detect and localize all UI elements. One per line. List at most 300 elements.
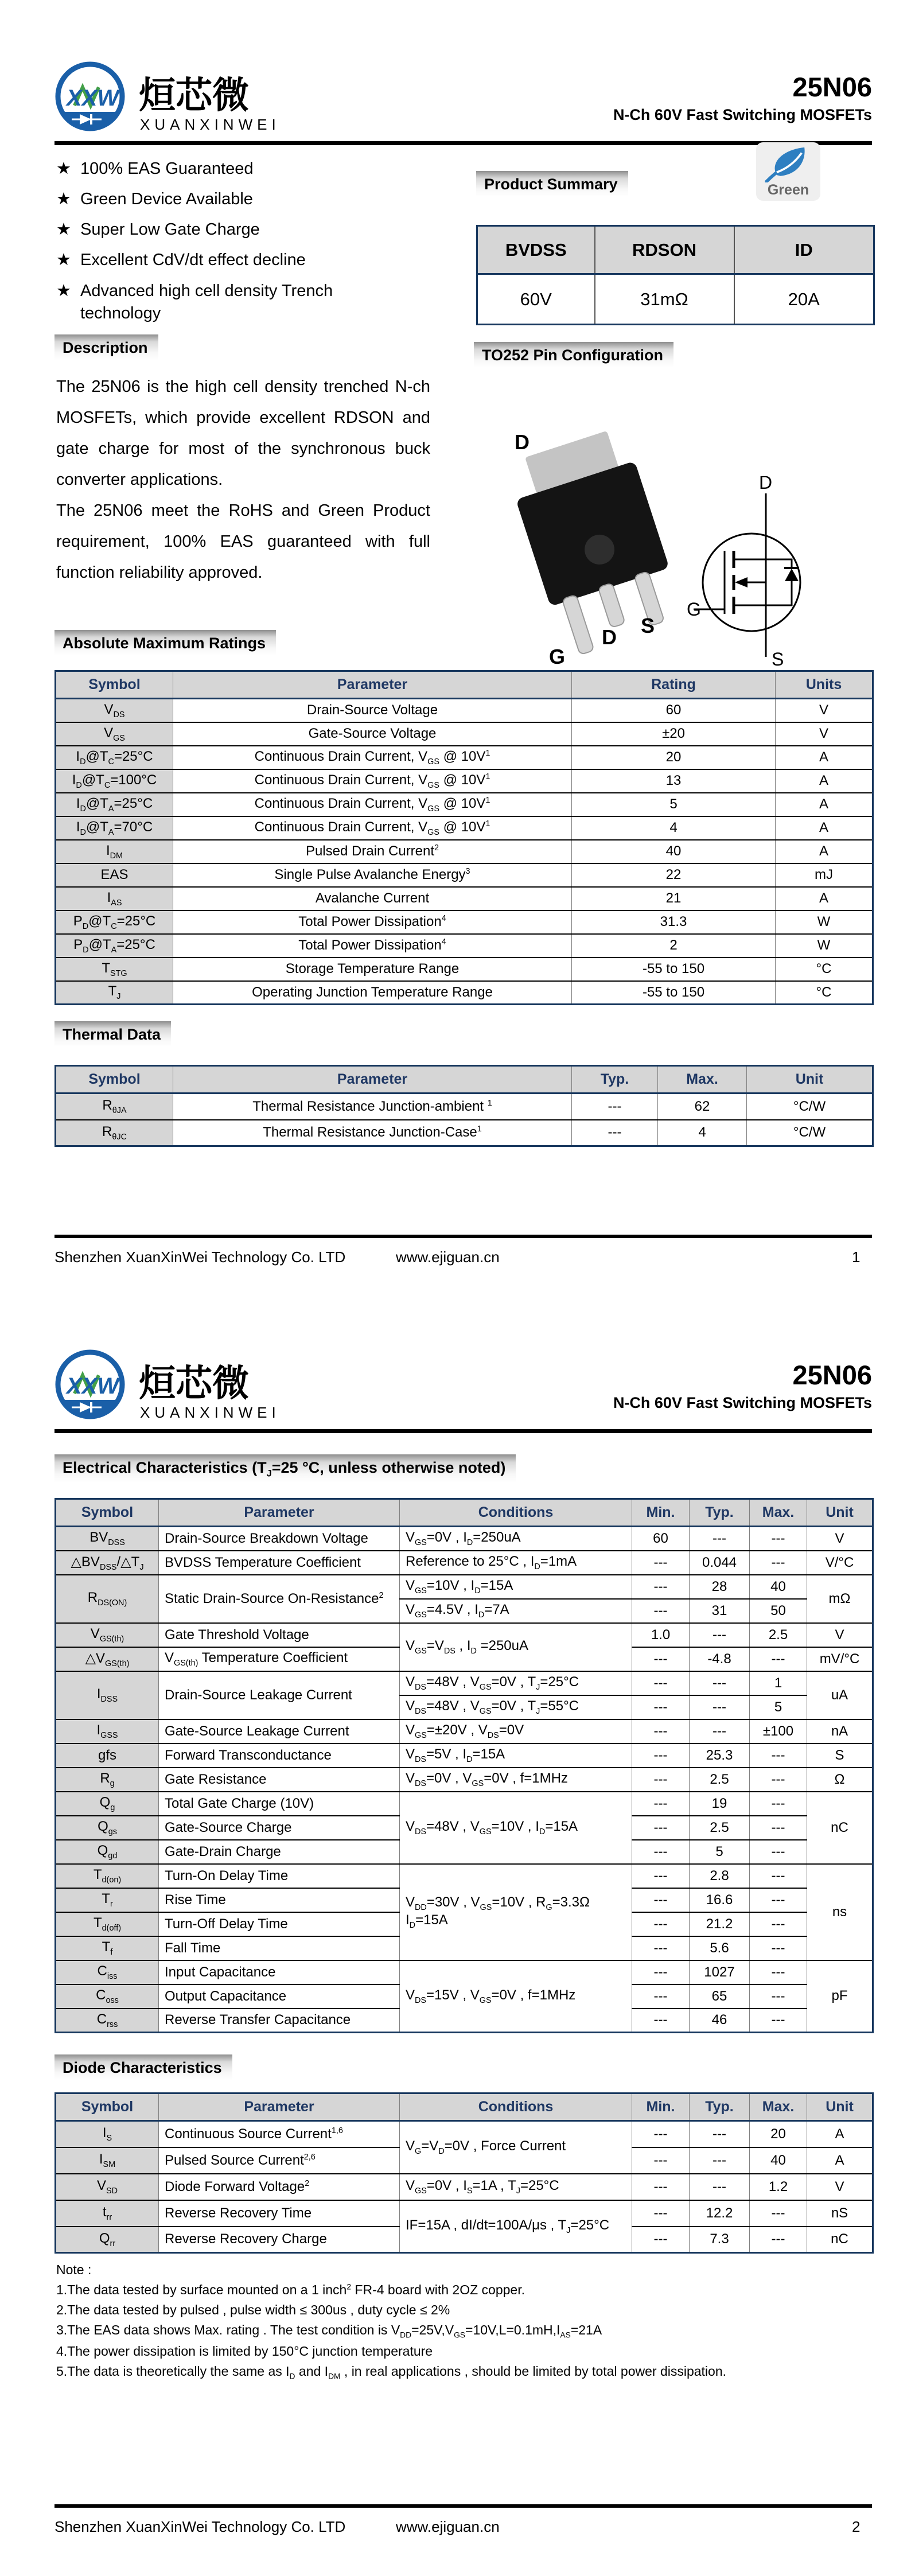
pin-config-title: TO252 Pin Configuration [474, 342, 673, 368]
table-row [56, 1768, 873, 1792]
electrical-characteristics-table [54, 1498, 874, 2033]
cell-rating: 22 [572, 863, 776, 887]
cell-symbol: $T_r$ [56, 1888, 159, 1912]
cell-max: 40 [750, 1575, 807, 1599]
feature-text: Super Low Gate Charge [80, 220, 260, 239]
cell-symbol: $V_{GS(th)}$ [56, 1623, 159, 1647]
cell-parameter: Pulsed Drain Current$^2$ [173, 840, 572, 863]
page-subtitle: N-Ch 60V Fast Switching MOSFETs [613, 1394, 872, 1411]
cell-units: A [776, 816, 873, 840]
cell-min: --- [632, 1792, 690, 1816]
cell-unit: nC [807, 2227, 873, 2253]
note-item: 1.The data tested by surface mounted on a 1 inch$^2$ FR-4 board with 2OZ copper. [56, 2282, 525, 2297]
note-item: 2.The data tested by pulsed , pulse width ≤ 300us , duty cycle ≤ 2% [56, 2302, 450, 2317]
cell-parameter: Total Power Dissipation$^4$ [173, 910, 572, 934]
cell-parameter: Total Power Dissipation$^4$ [173, 934, 572, 958]
cell-min: --- [632, 1647, 690, 1671]
cell-rdson-value: 31mΩ [595, 274, 734, 325]
cell-rating: -55 to 150 [572, 981, 776, 1005]
cell-max: --- [750, 1960, 807, 1984]
list-item [56, 280, 464, 325]
cell-typ: 21.2 [690, 1912, 750, 1936]
cell-min: --- [632, 2121, 690, 2147]
cell-min: --- [632, 1695, 690, 1719]
cell-conditions: $V_{GS}=0V$ , $I_D=250uA$ [400, 1527, 632, 1551]
cell-min: --- [632, 1888, 690, 1912]
logo-chinese-name: 烜芯微 [139, 1363, 249, 1404]
cell-typ: --- [690, 1719, 750, 1744]
col-header-rating: Rating [572, 671, 776, 699]
thermal-data-table [54, 1065, 874, 1147]
col-header-min: Min. [632, 1499, 690, 1527]
feature-text: 100% EAS Guaranteed [80, 159, 254, 178]
cell-symbol: $I_S$ [56, 2121, 159, 2147]
cell-typ: -4.8 [690, 1647, 750, 1671]
table-header-row [477, 226, 874, 274]
table-header-row [56, 1066, 873, 1094]
cell-parameter: Pulsed Source Current$^{2,6}$ [159, 2147, 400, 2174]
cell-max: 5 [750, 1695, 807, 1719]
cell-typ: 31 [690, 1599, 750, 1623]
cell-units: A [776, 840, 873, 863]
col-header-unit: Unit [807, 1499, 873, 1527]
table-row [56, 769, 873, 793]
cell-units: A [776, 769, 873, 793]
cell-symbol: $T_{d(off)}$ [56, 1912, 159, 1936]
cell-conditions: IF=15A , dI/dt=100A/μs , $T_J=25^\circ C$ [400, 2200, 632, 2253]
cell-parameter: Output Capacitance [159, 1984, 400, 2009]
cell-parameter: Continuous Drain Current, $V_{GS}$ @ $10V^1$ [173, 816, 572, 840]
table-row [56, 1623, 873, 1647]
nch-mosfet-symbol-icon [686, 476, 823, 668]
cell-min: --- [632, 2200, 690, 2227]
logo-monogram: XXW [67, 85, 119, 111]
cell-typ: 25.3 [690, 1744, 750, 1768]
cell-parameter: Thermal Resistance Junction-ambient $^1$ [173, 1094, 572, 1120]
cell-typ: 0.044 [690, 1551, 750, 1575]
cell-symbol: $V_{GS}$ [56, 722, 173, 746]
condition-line: $V_{DD}=30V$ , $V_{GS}=10V$ , $R_G=3.3\Omega$ [406, 1894, 590, 1912]
cell-parameter: Thermal Resistance Junction-Case$^1$ [173, 1120, 572, 1146]
table-row [56, 1551, 873, 1575]
cell-symbol: $I_{DSS}$ [56, 1671, 159, 1719]
abs-max-title: Absolute Maximum Ratings [54, 630, 276, 656]
cell-unit: nA [807, 1719, 873, 1744]
list-item [56, 249, 464, 271]
cell-parameter: Turn-On Delay Time [159, 1864, 400, 1888]
cell-max: --- [750, 2227, 807, 2253]
cell-typ: 65 [690, 1984, 750, 2009]
cell-max: --- [750, 1768, 807, 1792]
cell-conditions: $V_{DS}=48V$ , $V_{GS}=0V$ , $T_J=55^\circ C$ [400, 1695, 632, 1719]
description-text [56, 372, 430, 589]
table-header-row [56, 1499, 873, 1527]
col-header-symbol: Symbol [56, 1499, 159, 1527]
cell-units: °C [776, 958, 873, 981]
cell-max: 2.5 [750, 1623, 807, 1647]
description-paragraph: The 25N06 meet the RoHS and Green Product requirement, 100% EAS guaranteed with full function reliability approved. [56, 501, 430, 582]
cell-rating: 13 [572, 769, 776, 793]
page-subtitle: N-Ch 60V Fast Switching MOSFETs [613, 106, 872, 123]
cell-min: --- [632, 2147, 690, 2174]
cell-unit: nS [807, 2200, 873, 2227]
cell-max: --- [750, 1840, 807, 1864]
cell-max: --- [750, 2200, 807, 2227]
cell-typ: 5 [690, 1840, 750, 1864]
col-header-max: Max. [658, 1066, 747, 1094]
col-header-max: Max. [750, 1499, 807, 1527]
cell-unit: uA [807, 1671, 873, 1719]
table-row [56, 1960, 873, 1984]
cell-min: --- [632, 1912, 690, 1936]
list-item [56, 219, 464, 241]
cell-typ: 2.8 [690, 1864, 750, 1888]
cell-symbol: $t_{rr}$ [56, 2200, 159, 2227]
cell-parameter: Reverse Recovery Time [159, 2200, 400, 2227]
col-header-bvdss: BVDSS [477, 226, 595, 274]
cell-max: 4 [658, 1120, 747, 1146]
cell-typ: 5.6 [690, 1936, 750, 1960]
table-header-row [56, 671, 873, 699]
cell-symbol: $P_D@T_A=25^\circ C$ [56, 934, 173, 958]
green-badge-label: Green [767, 182, 809, 198]
cell-conditions: Reference to 25°C , $I_D=1mA$ [400, 1551, 632, 1575]
product-summary-table [476, 225, 875, 325]
cell-symbol: $T_J$ [56, 981, 173, 1005]
cell-unit: Ω [807, 1768, 873, 1792]
cell-max: ±100 [750, 1719, 807, 1744]
cell-max: --- [750, 1936, 807, 1960]
cell-symbol: $Q_g$ [56, 1792, 159, 1816]
star-icon: ★ [56, 220, 71, 239]
table-row [56, 722, 873, 746]
cell-typ: --- [690, 2147, 750, 2174]
table-row [56, 1671, 873, 1695]
table-row [56, 1527, 873, 1551]
header-divider [54, 141, 872, 145]
col-header-symbol: Symbol [56, 1066, 173, 1094]
col-header-typ: Typ. [690, 1499, 750, 1527]
col-header-typ: Typ. [690, 2094, 750, 2121]
cell-symbol: $C_{iss}$ [56, 1960, 159, 1984]
cell-symbol: $R_{\theta JA}$ [56, 1094, 173, 1120]
table-row [56, 863, 873, 887]
company-logo-icon [53, 57, 322, 138]
cell-typ: 16.6 [690, 1888, 750, 1912]
table-row [56, 746, 873, 769]
cell-units: mJ [776, 863, 873, 887]
cell-unit: °C/W [747, 1120, 873, 1146]
logo-english-name: XUANXINWEI [140, 1404, 281, 1421]
cell-parameter: Gate Threshold Voltage [159, 1623, 400, 1647]
brand-logo [53, 57, 322, 141]
cell-symbol: EAS [56, 863, 173, 887]
cell-symbol: $Q_{rr}$ [56, 2227, 159, 2253]
footer-url: www.ejiguan.cn [396, 2518, 500, 2535]
electrical-characteristics-title: Electrical Characteristics ($T_J=25$ °C, unless otherwise noted) [54, 1454, 516, 1482]
cell-typ: 1027 [690, 1960, 750, 1984]
cell-parameter: Continuous Drain Current, $V_{GS}$ @ $10V^1$ [173, 793, 572, 816]
cell-parameter: Reverse Recovery Charge [159, 2227, 400, 2253]
symbol-source-label: S [772, 649, 784, 668]
cell-min: --- [632, 1936, 690, 1960]
star-icon: ★ [56, 159, 71, 178]
table-row [56, 1792, 873, 1816]
cell-min: --- [632, 1864, 690, 1888]
table-row [56, 1094, 873, 1120]
cell-min: --- [632, 1551, 690, 1575]
cell-symbol: $I_{DM}$ [56, 840, 173, 863]
cell-symbol: $R_g$ [56, 1768, 159, 1792]
cell-typ: 2.5 [690, 1768, 750, 1792]
cell-units: A [776, 887, 873, 910]
cell-units: V [776, 699, 873, 722]
note-item: 5.The data is theoretically the same as $I_D$ and $I_{DM}$ , in real applications , should be limited by total power dissipation. [56, 2364, 727, 2381]
cell-unit: mΩ [807, 1575, 873, 1623]
cell-unit: pF [807, 1960, 873, 2033]
cell-typ: --- [572, 1120, 658, 1146]
cell-symbol: $I_{AS}$ [56, 887, 173, 910]
logo-chinese-name: 烜芯微 [139, 75, 249, 116]
feature-text: Excellent CdV/dt effect decline [80, 251, 306, 270]
cell-parameter: Operating Junction Temperature Range [173, 981, 572, 1005]
col-header-rdson: RDSON [595, 226, 734, 274]
cell-conditions: $V_{DS}=48V$ , $V_{GS}=0V$ , $T_J=25^\circ C$ [400, 1671, 632, 1695]
col-header-conditions: Conditions [400, 1499, 632, 1527]
footer-company: Shenzhen XuanXinWei Technology Co. LTD [54, 1248, 346, 1266]
note-item: 4.The power dissipation is limited by 150°C junction temperature [56, 2344, 433, 2359]
footer-divider [54, 2504, 872, 2508]
package-drawing [485, 410, 697, 674]
cell-unit: V [807, 2174, 873, 2200]
cell-max: --- [750, 1527, 807, 1551]
cell-conditions: $V_{DS}=48V$ , $V_{GS}=10V$ , $I_D=15A$ [400, 1792, 632, 1864]
col-header-max: Max. [750, 2094, 807, 2121]
absolute-maximum-ratings-table [54, 670, 874, 1005]
cell-symbol: $I_D@T_C=100^\circ C$ [56, 769, 173, 793]
table-row [56, 910, 873, 934]
cell-parameter: Input Capacitance [159, 1960, 400, 1984]
logo-monogram: XXW [67, 1373, 119, 1399]
to252-package-icon [485, 410, 697, 671]
cell-unit: V [807, 1527, 873, 1551]
table-row [56, 816, 873, 840]
cell-min: 1.0 [632, 1623, 690, 1647]
cell-unit: A [807, 2121, 873, 2147]
cell-parameter: BVDSS Temperature Coefficient [159, 1551, 400, 1575]
table-row [56, 793, 873, 816]
cell-unit: nC [807, 1792, 873, 1864]
cell-bvdss-value: 60V [477, 274, 595, 325]
cell-max: 1.2 [750, 2174, 807, 2200]
feature-text: Advanced high cell density Trench technology [80, 281, 333, 322]
table-row [56, 840, 873, 863]
cell-symbol: $T_{STG}$ [56, 958, 173, 981]
table-row [56, 981, 873, 1005]
cell-min: --- [632, 2009, 690, 2033]
green-leaf-icon [762, 145, 815, 182]
cell-parameter: Turn-Off Delay Time [159, 1912, 400, 1936]
note-item: 3.The EAS data shows Max. rating . The test condition is $V_{DD}=25V,V_{GS}=10V,L=0.1mH,I_{AS}=21A$ [56, 2322, 602, 2340]
table-row [56, 699, 873, 722]
cell-unit: V [807, 1623, 873, 1647]
star-icon: ★ [56, 190, 71, 209]
col-header-symbol: Symbol [56, 671, 173, 699]
cell-units: A [776, 746, 873, 769]
green-badge [756, 142, 820, 201]
cell-max: 62 [658, 1094, 747, 1120]
cell-max: 20 [750, 2121, 807, 2147]
col-header-unit: Unit [807, 2094, 873, 2121]
cell-units: W [776, 934, 873, 958]
cell-parameter: Fall Time [159, 1936, 400, 1960]
cell-typ: --- [690, 1527, 750, 1551]
col-header-conditions: Conditions [400, 2094, 632, 2121]
part-number: 25N06 [792, 72, 872, 102]
cell-parameter: Drain-Source Breakdown Voltage [159, 1527, 400, 1551]
cell-max: 40 [750, 2147, 807, 2174]
table-row [56, 1719, 873, 1744]
col-header-parameter: Parameter [173, 1066, 572, 1094]
cell-typ: 46 [690, 2009, 750, 2033]
footer-page-number: 1 [852, 1248, 861, 1266]
cell-conditions: $V_{GS}=0V$ , $I_S=1A$ , $T_J=25^\circ C$ [400, 2174, 632, 2200]
cell-symbol: $T_{d(on)}$ [56, 1864, 159, 1888]
cell-parameter: Drain-Source Voltage [173, 699, 572, 722]
package-pin-g-label: G [549, 645, 566, 668]
cell-typ: 28 [690, 1575, 750, 1599]
condition-line: $I_D=15A$ [406, 1912, 448, 1930]
cell-max: 1 [750, 1671, 807, 1695]
cell-symbol: $C_{rss}$ [56, 2009, 159, 2033]
diode-characteristics-title: Diode Characteristics [54, 2054, 232, 2080]
cell-typ: --- [690, 1695, 750, 1719]
cell-min: --- [632, 1816, 690, 1840]
cell-min: --- [632, 1768, 690, 1792]
cell-parameter: Rise Time [159, 1888, 400, 1912]
cell-conditions: $V_{DS}=0V$ , $V_{GS}=0V$ , f=1MHz [400, 1768, 632, 1792]
cell-typ: 2.5 [690, 1816, 750, 1840]
cell-parameter: $V_{GS(th)}$ Temperature Coefficient [159, 1647, 400, 1671]
cell-rating: 40 [572, 840, 776, 863]
col-header-parameter: Parameter [159, 1499, 400, 1527]
cell-max: --- [750, 1816, 807, 1840]
cell-symbol: $R_{DS(ON)}$ [56, 1575, 159, 1623]
cell-rating: 31.3 [572, 910, 776, 934]
cell-min: --- [632, 1984, 690, 2009]
features-list [56, 158, 464, 333]
feature-text: Green Device Available [80, 190, 253, 209]
cell-symbol: $C_{oss}$ [56, 1984, 159, 2009]
mosfet-symbol [686, 476, 823, 671]
cell-parameter: Static Drain-Source On-Resistance$^2$ [159, 1575, 400, 1623]
datasheet-page-2 [0, 1288, 911, 2576]
cell-parameter: Continuous Drain Current, $V_{GS}$ @ $10V^1$ [173, 746, 572, 769]
cell-typ: --- [690, 1671, 750, 1695]
cell-unit: °C/W [747, 1094, 873, 1120]
col-header-parameter: Parameter [173, 671, 572, 699]
cell-typ: 12.2 [690, 2200, 750, 2227]
cell-parameter: Drain-Source Leakage Current [159, 1671, 400, 1719]
col-header-parameter: Parameter [159, 2094, 400, 2121]
cell-max: --- [750, 1864, 807, 1888]
brand-logo [53, 1345, 322, 1429]
footer-company: Shenzhen XuanXinWei Technology Co. LTD [54, 2518, 346, 2535]
title-block [613, 1361, 872, 1412]
cell-parameter: Diode Forward Voltage$^2$ [159, 2174, 400, 2200]
cell-conditions: $V_G=V_D=0V$ , Force Current [400, 2121, 632, 2174]
cell-symbol: $Q_{gs}$ [56, 1816, 159, 1840]
cell-typ: --- [690, 2174, 750, 2200]
cell-conditions: $V_{DS}=5V$ , $I_D=15A$ [400, 1744, 632, 1768]
package-pin-s-label: S [641, 614, 655, 637]
cell-symbol: gfs [56, 1744, 159, 1768]
cell-symbol: $V_{SD}$ [56, 2174, 159, 2200]
cell-min: --- [632, 1671, 690, 1695]
cell-units: W [776, 910, 873, 934]
cell-parameter: Total Gate Charge (10V) [159, 1792, 400, 1816]
cell-parameter: Forward Transconductance [159, 1744, 400, 1768]
cell-min: --- [632, 2227, 690, 2253]
cell-symbol: $P_D@T_C=25^\circ C$ [56, 910, 173, 934]
cell-min: --- [632, 1960, 690, 1984]
cell-symbol: $Q_{gd}$ [56, 1840, 159, 1864]
thermal-title: Thermal Data [54, 1021, 171, 1047]
cell-max: --- [750, 1551, 807, 1575]
col-header-id: ID [734, 226, 874, 274]
footer-page-number: 2 [852, 2518, 861, 2535]
table-row [56, 2121, 873, 2147]
cell-rating: 4 [572, 816, 776, 840]
cell-unit: S [807, 1744, 873, 1768]
cell-conditions [400, 1864, 632, 1960]
table-row [56, 1744, 873, 1768]
cell-max: --- [750, 1744, 807, 1768]
cell-max: --- [750, 1912, 807, 1936]
cell-typ: --- [690, 2121, 750, 2147]
product-summary-title: Product Summary [476, 171, 628, 197]
cell-rating: 20 [572, 746, 776, 769]
cell-units: V [776, 722, 873, 746]
cell-id-value: 20A [734, 274, 874, 325]
cell-typ: --- [572, 1094, 658, 1120]
cell-rating: 2 [572, 934, 776, 958]
cell-max: --- [750, 1792, 807, 1816]
cell-symbol: $I_D@T_C=25^\circ C$ [56, 746, 173, 769]
cell-min: --- [632, 1575, 690, 1599]
cell-conditions: $V_{GS}=4.5V$ , $I_D=7A$ [400, 1599, 632, 1623]
cell-symbol: $T_f$ [56, 1936, 159, 1960]
cell-unit: mV/°C [807, 1647, 873, 1671]
cell-typ: 19 [690, 1792, 750, 1816]
table-row [56, 1864, 873, 1888]
table-row [56, 2200, 873, 2227]
cell-min: --- [632, 1719, 690, 1744]
list-item [56, 188, 464, 211]
cell-symbol: $BV_{DSS}$ [56, 1527, 159, 1551]
cell-rating: 5 [572, 793, 776, 816]
cell-units: °C [776, 981, 873, 1005]
diode-characteristics-table [54, 2092, 874, 2254]
table-row [477, 274, 874, 325]
cell-parameter: Storage Temperature Range [173, 958, 572, 981]
col-header-units: Units [776, 671, 873, 699]
cell-rating: 21 [572, 887, 776, 910]
logo-english-name: XUANXINWEI [140, 116, 281, 133]
cell-max: --- [750, 1647, 807, 1671]
cell-min: --- [632, 1599, 690, 1623]
part-number: 25N06 [792, 1360, 872, 1390]
